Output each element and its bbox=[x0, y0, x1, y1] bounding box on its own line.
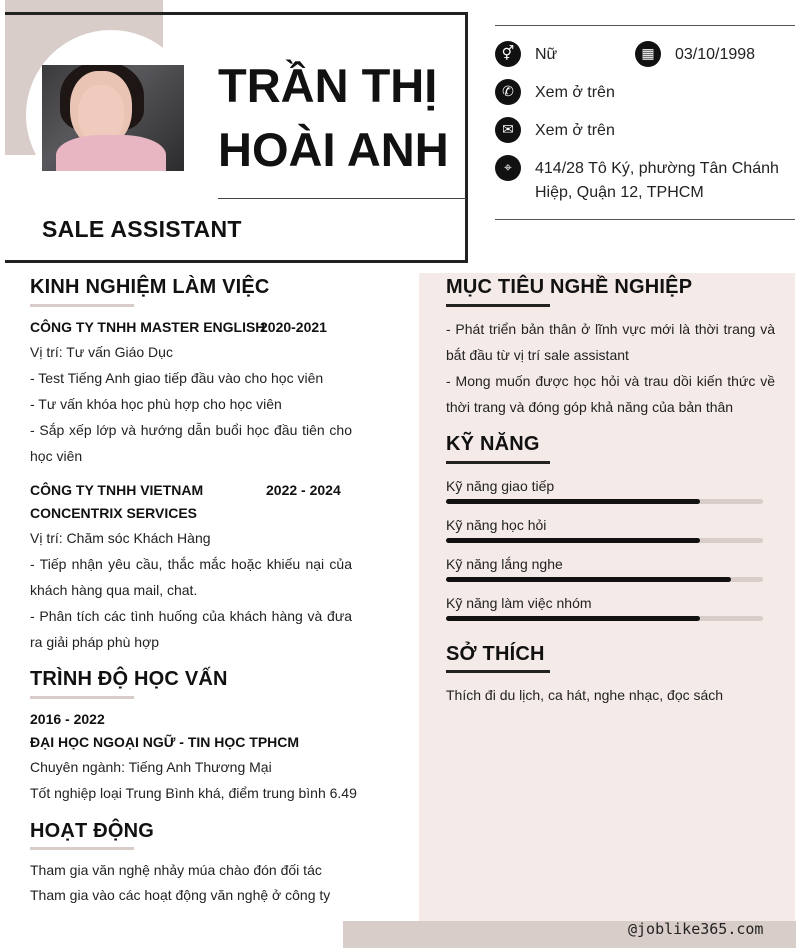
skill-bar-fill-3 bbox=[446, 577, 731, 582]
skill-bar-2 bbox=[446, 538, 763, 543]
address-line-2: Hiệp, Quận 12, TPHCM bbox=[535, 184, 704, 201]
info-divider-top bbox=[495, 25, 795, 26]
activity-1: Tham gia văn nghệ nhảy múa chào đón đối tác bbox=[30, 862, 322, 878]
info-divider-bottom bbox=[495, 219, 795, 220]
job-1-period: 2020-2021 bbox=[260, 319, 327, 335]
name-line-2: HOÀI ANH bbox=[218, 123, 449, 176]
objective-1: - Phát triển bản thân ở lĩnh vực mới là thời trang và bắt đầu từ vị trí sale assistant bbox=[446, 321, 775, 363]
objective-underline bbox=[446, 304, 550, 307]
skill-label-4: Kỹ năng làm việc nhóm bbox=[446, 595, 592, 611]
job-2-duty-2: - Phân tích các tình huống của khách hàng và đưa ra giải pháp phù hợp bbox=[30, 608, 352, 650]
skill-bar-fill-2 bbox=[446, 538, 700, 543]
job-1-company: CÔNG TY TNHH MASTER ENGLISH bbox=[30, 319, 266, 335]
job-1-duty-2: - Tư vấn khóa học phù hợp cho học viên bbox=[30, 396, 282, 412]
hobbies-title: SỞ THÍCH bbox=[446, 643, 545, 665]
candidate-name bbox=[218, 54, 463, 182]
skill-bar-3 bbox=[446, 577, 763, 582]
job-2-period: 2022 - 2024 bbox=[266, 482, 341, 498]
education-title: TRÌNH ĐỘ HỌC VẤN bbox=[30, 668, 228, 690]
job-2-company-line-2: CONCENTRIX SERVICES bbox=[30, 505, 197, 521]
skill-label-1: Kỹ năng giao tiếp bbox=[446, 478, 555, 494]
hobbies-underline bbox=[446, 670, 550, 673]
birthdate-value: 03/10/1998 bbox=[675, 46, 756, 63]
phone-icon: ✆ bbox=[495, 79, 521, 105]
hobbies-text: Thích đi du lịch, ca hát, nghe nhạc, đọc sách bbox=[446, 687, 724, 703]
skill-label-2: Kỹ năng học hỏi bbox=[446, 517, 547, 533]
education-school: ĐẠI HỌC NGOẠI NGỮ - TIN HỌC TPHCM bbox=[30, 734, 300, 750]
gender-icon: ⚥ bbox=[495, 41, 521, 67]
name-line-1: TRẦN THỊ bbox=[218, 59, 438, 112]
activity-2: Tham gia vào các hoạt động văn nghệ ở công ty bbox=[30, 887, 331, 903]
objective-title: MỤC TIÊU NGHỀ NGHIỆP bbox=[446, 276, 693, 298]
education-period: 2016 - 2022 bbox=[30, 711, 105, 727]
skill-label-3: Kỹ năng lắng nghe bbox=[446, 556, 563, 572]
watermark: @joblike365.com bbox=[628, 920, 764, 938]
experience-title: KINH NGHIỆM LÀM VIỆC bbox=[30, 276, 270, 298]
job-2-position: Vị trí: Chăm sóc Khách Hàng bbox=[30, 530, 211, 546]
skills-underline bbox=[446, 461, 550, 464]
skill-bar-fill-4 bbox=[446, 616, 700, 621]
education-result: Tốt nghiệp loại Trung Bình khá, điểm trung bình 6.49 bbox=[30, 785, 357, 801]
job-2-company-line-1: CÔNG TY TNHH VIETNAM bbox=[30, 482, 204, 498]
email-value: Xem ở trên bbox=[535, 122, 615, 139]
phone-value: Xem ở trên bbox=[535, 84, 615, 101]
skill-bar-fill-1 bbox=[446, 499, 700, 504]
job-role: SALE ASSISTANT bbox=[42, 216, 242, 242]
profile-photo bbox=[42, 65, 184, 171]
location-icon: ⌖ bbox=[495, 155, 521, 181]
email-icon: ✉ bbox=[495, 117, 521, 143]
activities-title: HOẠT ĐỘNG bbox=[30, 820, 155, 842]
job-2-duty-1: - Tiếp nhận yêu cầu, thắc mắc hoặc khiếu nại của khách hàng qua mail, chat. bbox=[30, 556, 352, 598]
name-divider bbox=[218, 198, 466, 199]
skill-bar-4 bbox=[446, 616, 763, 621]
education-underline bbox=[30, 696, 134, 699]
job-1-position: Vị trí: Tư vấn Giáo Dục bbox=[30, 344, 173, 360]
calendar-icon: ▦ bbox=[635, 41, 661, 67]
address-line-1: 414/28 Tô Ký, phường Tân Chánh bbox=[535, 160, 779, 177]
job-1-duty-1: - Test Tiếng Anh giao tiếp đầu vào cho học viên bbox=[30, 370, 324, 386]
job-1-duty-3: - Sắp xếp lớp và hướng dẫn buổi học đầu tiên cho học viên bbox=[30, 422, 352, 464]
education-major: Chuyên ngành: Tiếng Anh Thương Mại bbox=[30, 759, 272, 775]
skills-title: KỸ NĂNG bbox=[446, 433, 540, 455]
gender-value: Nữ bbox=[535, 46, 558, 63]
objective-2: - Mong muốn được học hỏi và trau dồi kiến thức về thời trang và đóng góp khả năng của bản thân bbox=[446, 373, 775, 415]
activities-underline bbox=[30, 847, 134, 850]
skill-bar-1 bbox=[446, 499, 763, 504]
experience-underline bbox=[30, 304, 134, 307]
